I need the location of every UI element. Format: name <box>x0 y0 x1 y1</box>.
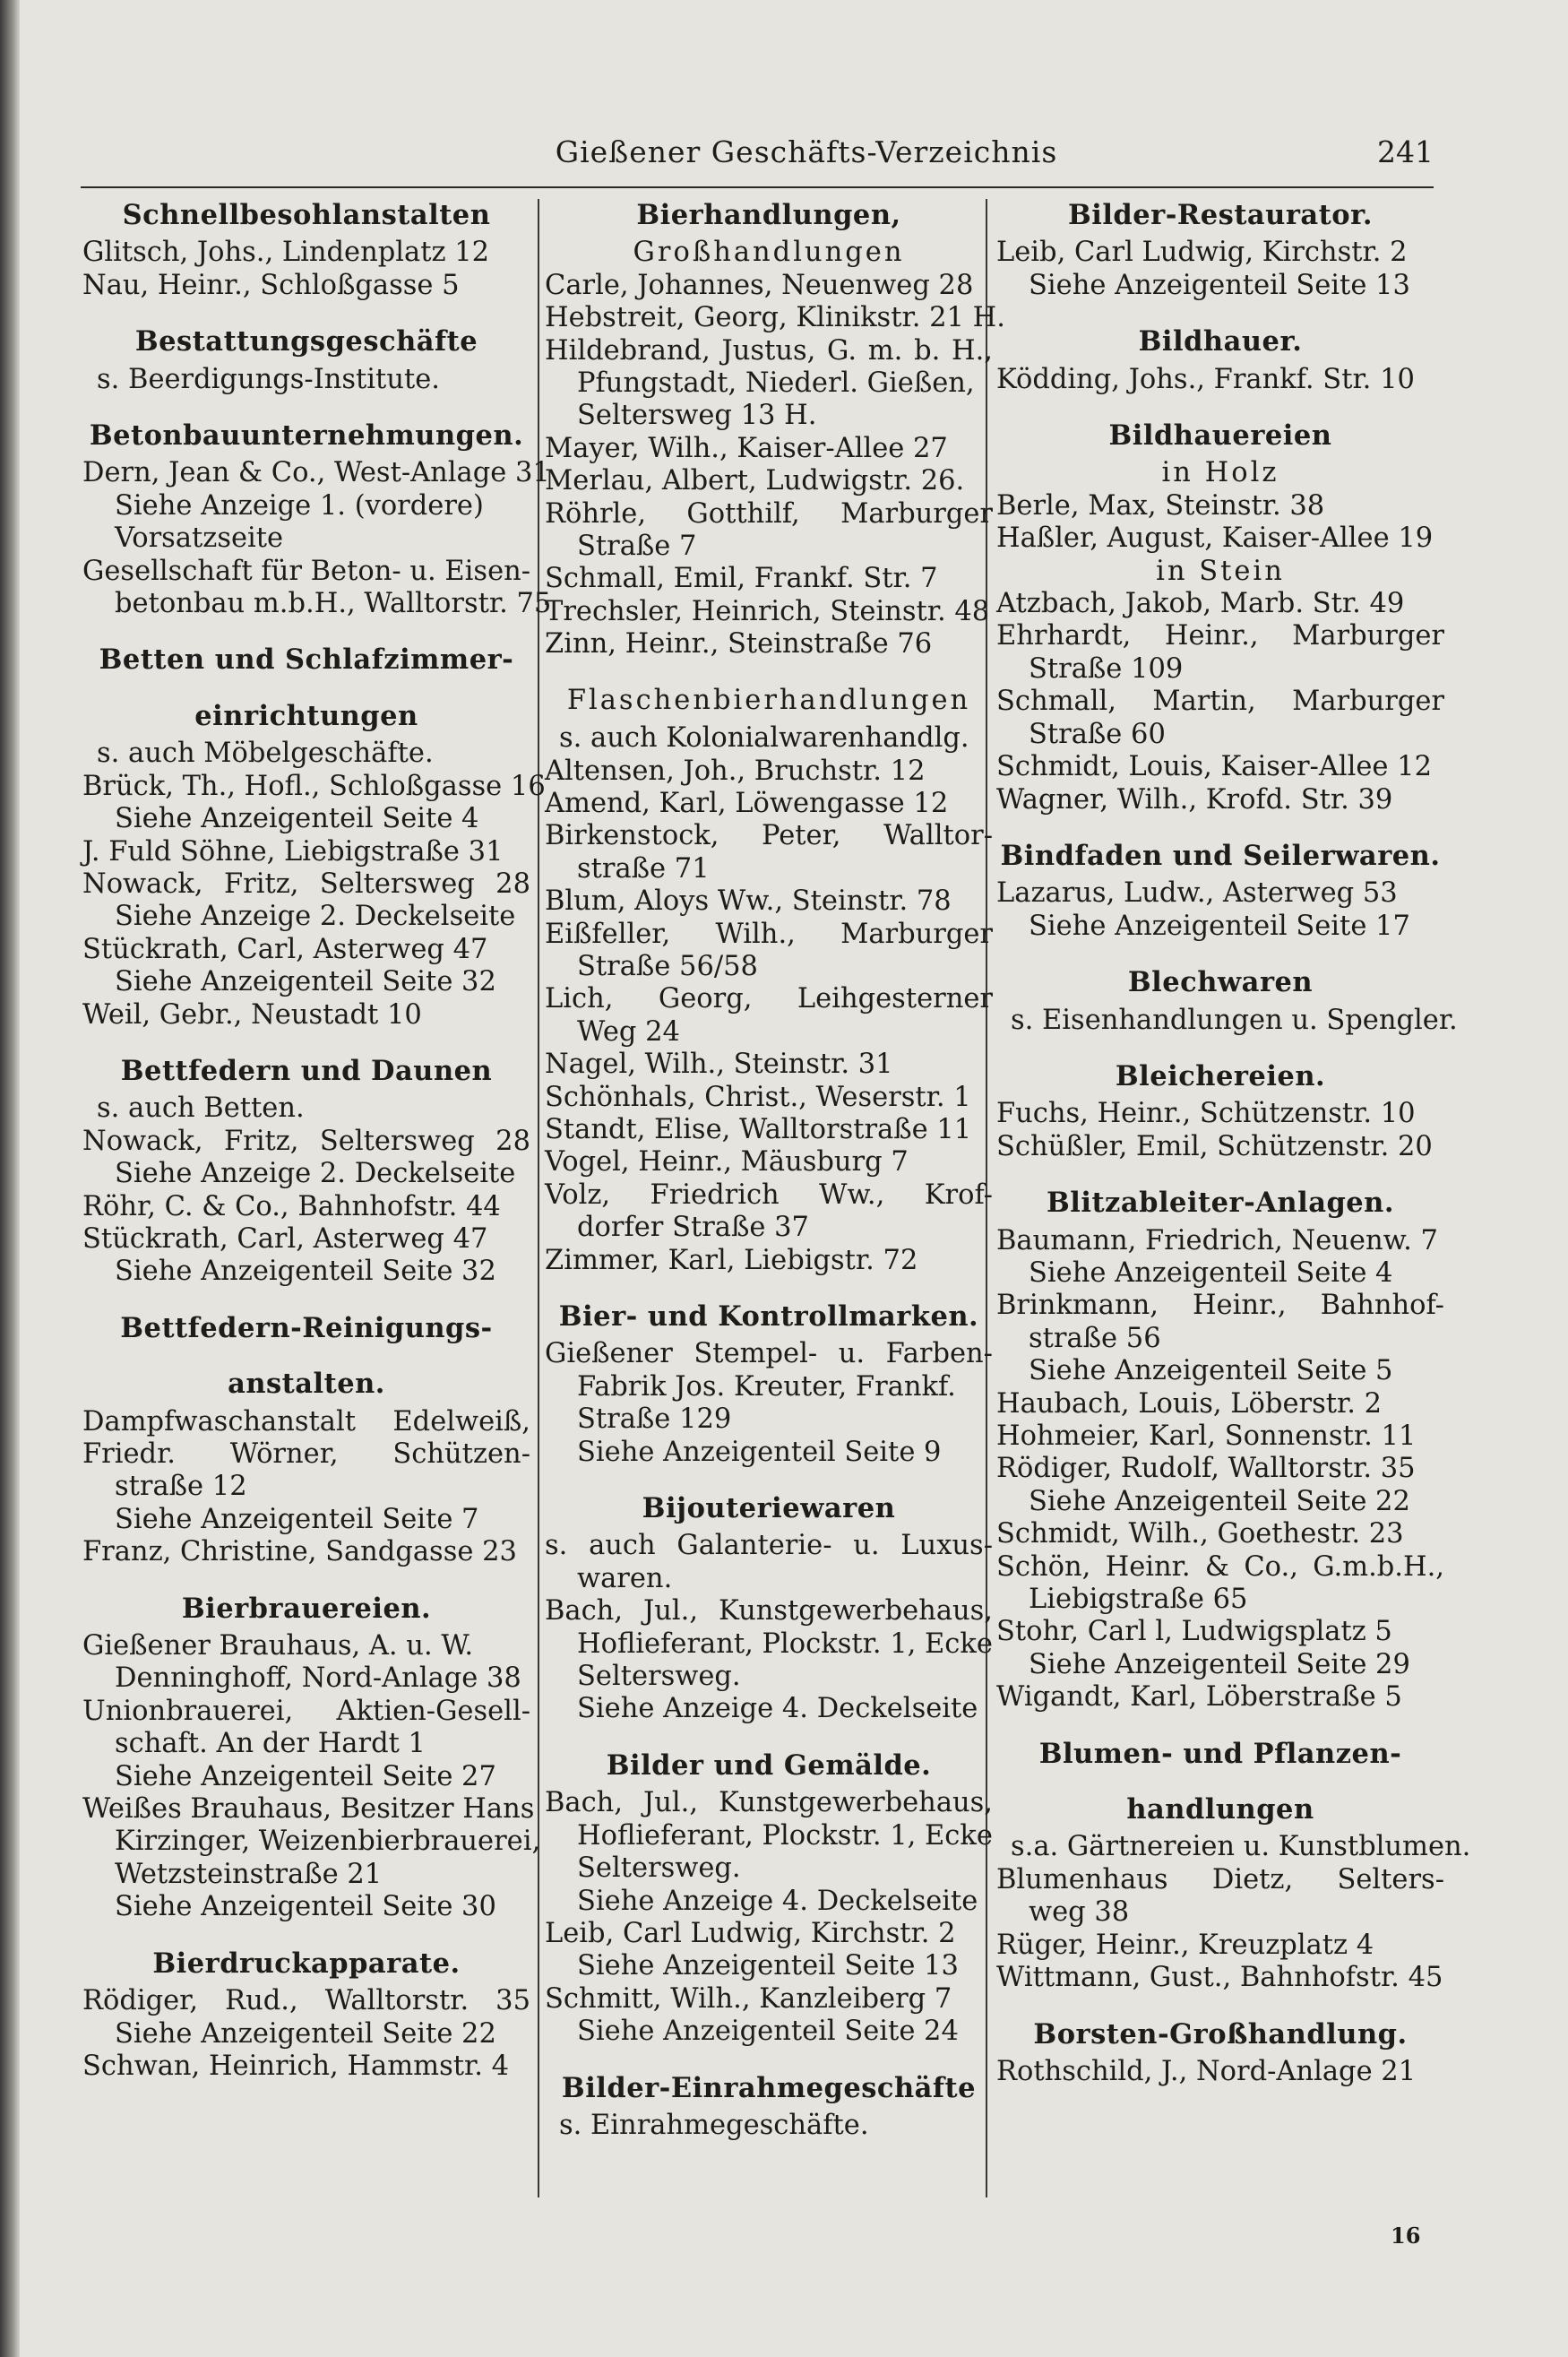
subcategory-heading: in Holz <box>1161 457 1279 489</box>
directory-entry: Wigandt, Karl, Löberstraße 5 <box>996 1681 1402 1714</box>
directory-entry: Blumenhaus Dietz, Selters- <box>996 1863 1444 1895</box>
directory-entry: Weißes Brauhaus, Besitzer Hans <box>82 1793 535 1826</box>
category-heading: Bettfedern und Daunen <box>120 1054 493 1087</box>
directory-entry: Eißfeller, Wilh., Marburger <box>545 918 993 950</box>
entry-continuation: Siehe Anzeigenteil Seite 13 <box>577 1950 959 1982</box>
cross-reference: s. auch Betten. <box>97 1092 305 1125</box>
category-heading: Bierbrauereien. <box>181 1592 432 1625</box>
directory-entry: Leib, Carl Ludwig, Kirchstr. 2 <box>545 1917 956 1949</box>
directory-entry: Vogel, Heinr., Mäusburg 7 <box>545 1146 909 1178</box>
directory-entry: Bach, Jul., Kunstgewerbehaus, <box>545 1787 993 1819</box>
entry-continuation: straße 71 <box>577 852 710 885</box>
directory-entry: Brück, Th., Hofl., Schloßgasse 16 <box>82 770 546 802</box>
entry-continuation: Hoflieferant, Plockstr. 1, Ecke <box>577 1627 993 1660</box>
directory-entry: Nowack, Fritz, Seltersweg 28 <box>82 1125 530 1157</box>
directory-entry: Stückrath, Carl, Asterweg 47 <box>82 933 488 965</box>
directory-entry: Amend, Karl, Löwengasse 12 <box>545 787 949 819</box>
entry-continuation: Fabrik Jos. Kreuter, Frankf. <box>577 1370 956 1403</box>
entry-continuation: waren. <box>577 1562 673 1594</box>
directory-entry: Zinn, Heinr., Steinstraße 76 <box>545 628 933 660</box>
entry-continuation: Siehe Anzeigenteil Seite 9 <box>577 1436 942 1468</box>
entry-continuation: Siehe Anzeigenteil Seite 32 <box>115 1256 496 1288</box>
directory-entry: Nowack, Fritz, Seltersweg 28 <box>82 868 530 900</box>
cross-reference: s. auch Möbelgeschäfte. <box>97 738 434 770</box>
entry-continuation: Siehe Anzeige 1. (vordere) <box>115 489 484 522</box>
directory-column-2 <box>545 199 1005 2142</box>
directory-entry: Haßler, August, Kaiser-Allee 19 <box>996 522 1434 555</box>
category-heading: Bildhauer. <box>1138 325 1303 358</box>
page-number: 241 <box>1377 134 1434 169</box>
entry-continuation: Siehe Anzeigenteil Seite 7 <box>115 1503 479 1535</box>
directory-entry: Hildebrand, Justus, G. m. b. H., <box>545 334 993 367</box>
directory-entry: Carle, Johannes, Neuenweg 28 <box>545 269 974 301</box>
category-heading: Schnellbesohlanstalten <box>122 199 491 231</box>
category-heading: Blitzableiter-Anlagen. <box>1047 1187 1394 1220</box>
entry-continuation: Seltersweg 13 H. <box>577 400 817 432</box>
header-title: Gießener Geschäfts-Verzeichnis <box>555 134 1058 169</box>
directory-entry: Ködding, Johs., Frankf. Str. 10 <box>996 363 1415 395</box>
category-heading: anstalten. <box>228 1368 385 1401</box>
directory-entry: Dampfwaschanstalt Edelweiß, <box>82 1405 530 1438</box>
directory-entry: Schmidt, Louis, Kaiser-Allee 12 <box>996 751 1432 783</box>
directory-entry: Gesellschaft für Beton- u. Eisen- <box>82 555 531 587</box>
entry-continuation: Siehe Anzeigenteil Seite 17 <box>1029 910 1410 942</box>
directory-entry: Altensen, Joh., Bruchstr. 12 <box>545 755 926 787</box>
category-heading: Bier- und Kontrollmarken. <box>558 1300 979 1333</box>
category-heading: Bijouteriewaren <box>642 1492 896 1525</box>
directory-entry: Blum, Aloys Ww., Steinstr. 78 <box>545 885 952 918</box>
entry-continuation: Straße 109 <box>1029 652 1184 685</box>
column-divider-1 <box>538 199 539 2197</box>
category-heading: Bierdruckapparate. <box>152 1947 461 1980</box>
category-heading: Borsten-Großhandlung. <box>1033 2017 1408 2051</box>
directory-entry: Schwan, Heinrich, Hammstr. 4 <box>82 2050 509 2082</box>
directory-entry: Merlau, Albert, Ludwigstr. 26. <box>545 465 965 497</box>
entry-continuation: Kirzinger, Weizenbierbrauerei, <box>115 1826 541 1858</box>
directory-entry: Dern, Jean & Co., West-Anlage 31 <box>82 457 550 489</box>
directory-entry: Wittmann, Gust., Bahnhofstr. 45 <box>996 1962 1443 1994</box>
cross-reference: s.a. Gärtnereien u. Kunstblumen. <box>1011 1831 1471 1863</box>
directory-entry: Gießener Brauhaus, A. u. W. <box>82 1630 474 1662</box>
category-heading: handlungen <box>1126 1793 1314 1826</box>
entry-continuation: Siehe Anzeigenteil Seite 30 <box>115 1891 496 1923</box>
directory-entry: Stückrath, Carl, Asterweg 47 <box>82 1222 488 1255</box>
entry-continuation: Siehe Anzeigenteil Seite 29 <box>1029 1648 1410 1680</box>
entry-continuation: Straße 7 <box>577 531 697 563</box>
cross-reference: s. Beerdigungs-Institute. <box>97 363 440 395</box>
directory-entry: Schmall, Martin, Marburger <box>996 686 1444 718</box>
book-binding-edge <box>0 0 20 2357</box>
directory-entry: Hebstreit, Georg, Klinikstr. 21 H. <box>545 302 1005 334</box>
category-heading: Bildhauereien <box>1108 419 1332 453</box>
entry-continuation: Wetzsteinstraße 21 <box>115 1858 383 1890</box>
directory-entry: Bach, Jul., Kunstgewerbehaus, <box>545 1595 993 1627</box>
entry-continuation: Siehe Anzeigenteil Seite 32 <box>115 966 496 998</box>
directory-entry: Standt, Elise, Walltorstraße 11 <box>545 1113 972 1145</box>
directory-entry: Rödiger, Rudolf, Walltorstr. 35 <box>996 1453 1416 1485</box>
entry-continuation: Siehe Anzeigenteil Seite 4 <box>1029 1256 1393 1289</box>
cross-reference: s. Eisenhandlungen u. Spengler. <box>1011 1004 1458 1036</box>
entry-continuation: Liebigstraße 65 <box>1029 1584 1248 1616</box>
directory-entry: Stohr, Carl l, Ludwigsplatz 5 <box>996 1616 1392 1648</box>
entry-continuation: Seltersweg. <box>577 1661 741 1693</box>
category-heading: Betten und Schlafzimmer- <box>99 643 514 677</box>
directory-entry: Ehrhardt, Heinr., Marburger <box>996 620 1444 652</box>
entry-continuation: Siehe Anzeige 4. Deckelseite <box>577 1693 978 1725</box>
category-heading: Bettfedern-Reinigungs- <box>120 1311 493 1344</box>
directory-entry: Volz, Friedrich Ww., Krof- <box>545 1178 993 1211</box>
directory-entry: Wagner, Wilh., Krofd. Str. 39 <box>996 783 1393 816</box>
category-heading: Bilder und Gemälde. <box>606 1748 932 1782</box>
directory-entry: Trechsler, Heinrich, Steinstr. 48 <box>545 595 990 627</box>
directory-entry: Lich, Georg, Leihgesterner <box>545 983 993 1015</box>
subcategory-heading: in Stein <box>1156 555 1285 587</box>
directory-entry: Rödiger, Rud., Walltorstr. 35 <box>82 1985 530 2017</box>
directory-entry: Unionbrauerei, Aktien-Gesell- <box>82 1695 530 1727</box>
directory-entry: Schön, Heinr. & Co., G.m.b.H., <box>996 1550 1444 1583</box>
directory-entry: Haubach, Louis, Löberstr. 2 <box>996 1387 1383 1420</box>
directory-entry: Rüger, Heinr., Kreuzplatz 4 <box>996 1929 1374 1961</box>
entry-continuation: Siehe Anzeigenteil Seite 27 <box>115 1760 496 1792</box>
entry-continuation: schaft. An der Hardt 1 <box>115 1728 426 1760</box>
entry-continuation: Straße 129 <box>577 1403 732 1436</box>
entry-continuation: Straße 60 <box>1029 718 1166 750</box>
directory-column-1 <box>82 199 552 2083</box>
entry-continuation: straße 56 <box>1029 1322 1161 1354</box>
entry-continuation: Straße 56/58 <box>577 950 758 982</box>
running-header <box>81 134 1434 177</box>
entry-continuation: dorfer Straße 37 <box>577 1212 809 1244</box>
directory-entry: Nau, Heinr., Schloßgasse 5 <box>82 269 460 301</box>
sheet-signature: 16 <box>1391 2223 1421 2249</box>
category-heading: Blechwaren <box>1127 966 1314 999</box>
directory-entry: Rothschild, J., Nord-Anlage 21 <box>996 2055 1417 2087</box>
directory-entry: Fuchs, Heinr., Schützenstr. 10 <box>996 1098 1416 1130</box>
directory-entry: Schönhals, Christ., Weserstr. 1 <box>545 1081 971 1113</box>
cross-reference: s. auch Kolonialwarenhandlg. <box>559 722 969 755</box>
entry-continuation: weg 38 <box>1029 1896 1130 1929</box>
directory-entry: Nagel, Wilh., Steinstr. 31 <box>545 1049 893 1081</box>
category-heading: Betonbauunternehmungen. <box>89 419 524 453</box>
header-rule <box>81 186 1434 188</box>
entry-continuation: Pfungstadt, Niederl. Gießen, <box>577 367 975 400</box>
entry-continuation: Siehe Anzeige 2. Deckelseite <box>115 901 516 933</box>
category-heading: Bilder-Restaurator. <box>1067 199 1373 231</box>
category-heading: Bilder-Einrahmegeschäfte <box>561 2071 977 2104</box>
cross-reference: s. Einrahmegeschäfte. <box>559 2109 869 2141</box>
entry-continuation: Siehe Anzeigenteil Seite 5 <box>1029 1355 1393 1387</box>
directory-entry: Brinkmann, Heinr., Bahnhof- <box>996 1290 1444 1322</box>
category-heading: Bierhandlungen, <box>636 199 901 231</box>
entry-continuation: Weg 24 <box>577 1015 680 1048</box>
directory-column-3 <box>996 199 1471 2088</box>
directory-entry: J. Fuld Söhne, Liebigstraße 31 <box>82 835 504 868</box>
entry-continuation: Siehe Anzeigenteil Seite 22 <box>1029 1485 1410 1517</box>
directory-entry: Röhr, C. & Co., Bahnhofstr. 44 <box>82 1190 501 1222</box>
directory-entry: Röhrle, Gotthilf, Marburger <box>545 497 993 530</box>
entry-continuation: Siehe Anzeigenteil Seite 4 <box>115 803 479 835</box>
directory-entry: Mayer, Wilh., Kaiser-Allee 27 <box>545 432 948 464</box>
directory-entry: Lazarus, Ludw., Asterweg 53 <box>996 877 1398 910</box>
entry-continuation: straße 12 <box>115 1471 247 1503</box>
category-heading: Blumen- und Pflanzen- <box>1038 1737 1402 1770</box>
entry-continuation: Hoflieferant, Plockstr. 1, Ecke <box>577 1819 993 1852</box>
directory-entry: Schmall, Emil, Frankf. Str. 7 <box>545 563 938 595</box>
directory-entry: Gießener Stempel- u. Farben- <box>545 1338 993 1370</box>
entry-continuation: Siehe Anzeige 4. Deckelseite <box>577 1885 978 1917</box>
entry-continuation: betonbau m.b.H., Walltorstr. 75 <box>115 588 552 620</box>
directory-entry: s. auch Galanterie- u. Luxus- <box>545 1530 993 1562</box>
entry-continuation: Denninghoff, Nord-Anlage 38 <box>115 1662 521 1695</box>
entry-continuation: Siehe Anzeigenteil Seite 24 <box>577 2016 959 2048</box>
directory-entry: Glitsch, Johs., Lindenplatz 12 <box>82 237 490 269</box>
subcategory-heading: Flaschenbierhandlungen <box>566 684 971 716</box>
directory-entry: Schüßler, Emil, Schützenstr. 20 <box>996 1130 1433 1162</box>
entry-continuation: Siehe Anzeige 2. Deckelseite <box>115 1158 516 1190</box>
directory-entry: Hohmeier, Karl, Sonnenstr. 11 <box>996 1420 1417 1452</box>
directory-entry: Schmidt, Wilh., Goethestr. 23 <box>996 1518 1404 1550</box>
directory-entry: Leib, Carl Ludwig, Kirchstr. 2 <box>996 237 1408 269</box>
directory-entry: Berle, Max, Steinstr. 38 <box>996 489 1325 522</box>
category-heading: Bleichereien. <box>1115 1059 1326 1092</box>
subcategory-heading: Großhandlungen <box>633 237 905 269</box>
category-heading: Bindfaden und Seilerwaren. <box>1000 839 1441 872</box>
entry-continuation: Siehe Anzeigenteil Seite 22 <box>115 2017 496 2050</box>
directory-entry: Schmitt, Wilh., Kanzleiberg 7 <box>545 1982 952 2015</box>
entry-continuation: Siehe Anzeigenteil Seite 13 <box>1029 269 1410 301</box>
category-heading: Bestattungsgeschäfte <box>134 325 478 358</box>
directory-entry: Atzbach, Jakob, Marb. Str. 49 <box>996 588 1405 620</box>
directory-entry: Friedr. Wörner, Schützen- <box>82 1438 530 1470</box>
directory-entry: Weil, Gebr., Neustadt 10 <box>82 998 422 1031</box>
entry-continuation: Vorsatzseite <box>115 522 284 555</box>
category-heading: einrichtungen <box>194 699 418 732</box>
directory-entry: Birkenstock, Peter, Walltor- <box>545 820 993 852</box>
directory-entry: Baumann, Friedrich, Neuenw. 7 <box>996 1224 1438 1256</box>
entry-continuation: Seltersweg. <box>577 1852 741 1885</box>
directory-entry: Zimmer, Karl, Liebigstr. 72 <box>545 1244 918 1276</box>
directory-entry: Franz, Christine, Sandgasse 23 <box>82 1536 517 1568</box>
